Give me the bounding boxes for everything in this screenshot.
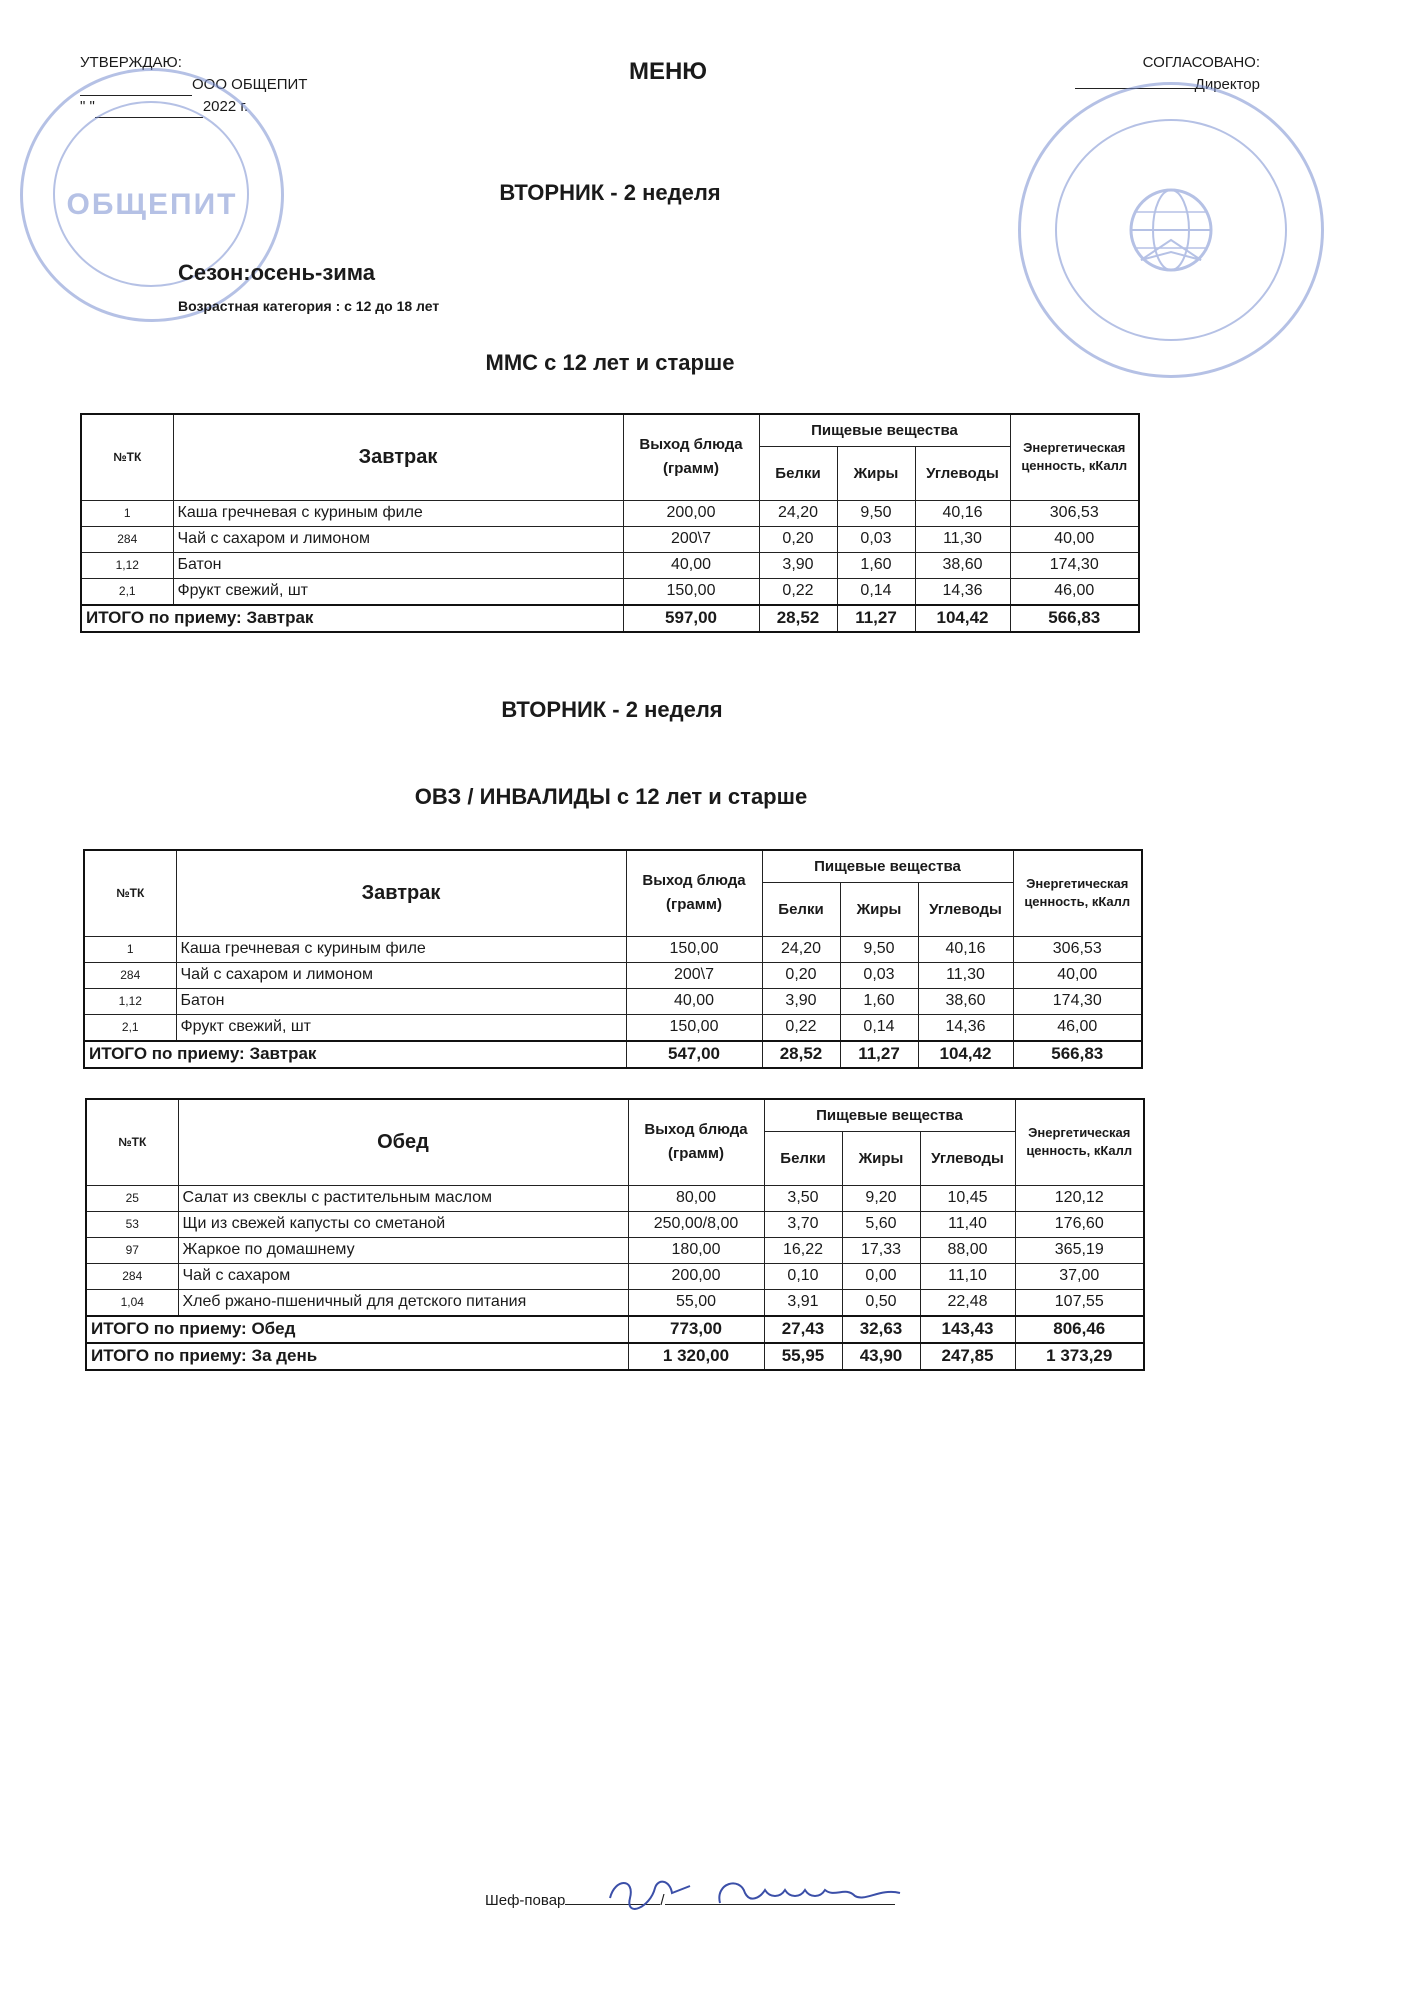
- day-total-carbs: 247,85: [920, 1343, 1015, 1370]
- row-tk: 53: [86, 1211, 178, 1237]
- total-energy: 566,83: [1013, 1041, 1142, 1068]
- row-output: 250,00/8,00: [628, 1211, 764, 1237]
- total-carbs: 104,42: [918, 1041, 1013, 1068]
- row-protein: 0,20: [759, 526, 837, 552]
- row-tk: 1: [84, 936, 176, 962]
- row-output: 150,00: [623, 578, 759, 605]
- table-row: [81, 552, 1139, 578]
- total-carbs: 143,43: [920, 1316, 1015, 1343]
- row-protein: 3,91: [764, 1289, 842, 1316]
- row-dish-name: Батон: [173, 552, 623, 578]
- row-carbs: 11,30: [915, 526, 1010, 552]
- day-total-energy: 1 373,29: [1015, 1343, 1144, 1370]
- row-fat: 17,33: [842, 1237, 920, 1263]
- col-fat-header: Жиры: [842, 1131, 920, 1185]
- school-stamp: [1018, 82, 1324, 378]
- row-carbs: 40,16: [915, 500, 1010, 526]
- row-dish-name: Хлеб ржано-пшеничный для детского питания: [178, 1289, 628, 1316]
- col-output-header: Выход блюда (грамм): [626, 850, 762, 936]
- chef-label: Шеф-повар: [485, 1892, 566, 1909]
- row-fat: 0,50: [842, 1289, 920, 1316]
- meal-header: Завтрак: [176, 850, 626, 936]
- row-fat: 0,14: [840, 1014, 918, 1041]
- total-carbs: 104,42: [915, 605, 1010, 632]
- row-protein: 24,20: [759, 500, 837, 526]
- row-output: 55,00: [628, 1289, 764, 1316]
- row-energy: 46,00: [1013, 1014, 1142, 1041]
- table-row: [86, 1185, 1144, 1211]
- row-energy: 174,30: [1010, 552, 1139, 578]
- row-output: 40,00: [626, 988, 762, 1014]
- row-carbs: 38,60: [915, 552, 1010, 578]
- meal-header: Обед: [178, 1099, 628, 1185]
- row-protein: 24,20: [762, 936, 840, 962]
- row-output: 200,00: [623, 500, 759, 526]
- row-carbs: 11,10: [920, 1263, 1015, 1289]
- row-dish-name: Фрукт свежий, шт: [173, 578, 623, 605]
- row-energy: 107,55: [1015, 1289, 1144, 1316]
- table-row: [81, 526, 1139, 552]
- row-protein: 3,90: [759, 552, 837, 578]
- approval-title: УТВЕРЖДАЮ:: [80, 54, 182, 71]
- row-output: 200\7: [623, 526, 759, 552]
- col-tk-header: №ТК: [81, 414, 173, 500]
- row-carbs: 22,48: [920, 1289, 1015, 1316]
- table-row: [84, 936, 1142, 962]
- row-tk: 1: [81, 500, 173, 526]
- menu-table-ovz-lunch: [85, 1098, 1145, 1371]
- col-protein-header: Белки: [764, 1131, 842, 1185]
- col-output-header: Выход блюда (грамм): [628, 1099, 764, 1185]
- col-protein-header: Белки: [759, 446, 837, 500]
- chef-signature-icon: [600, 1868, 940, 1918]
- row-tk: 284: [86, 1263, 178, 1289]
- row-energy: 40,00: [1010, 526, 1139, 552]
- row-output: 150,00: [626, 936, 762, 962]
- row-carbs: 11,30: [918, 962, 1013, 988]
- day-total-protein: 55,95: [764, 1343, 842, 1370]
- approval-date-prefix: " ": [80, 98, 95, 115]
- row-fat: 9,20: [842, 1185, 920, 1211]
- row-tk: 1,04: [86, 1289, 178, 1316]
- row-output: 80,00: [628, 1185, 764, 1211]
- row-energy: 306,53: [1013, 936, 1142, 962]
- age-category: Возрастная категория : с 12 до 18 лет: [178, 298, 440, 314]
- row-carbs: 10,45: [920, 1185, 1015, 1211]
- row-energy: 365,19: [1015, 1237, 1144, 1263]
- row-protein: 16,22: [764, 1237, 842, 1263]
- row-dish-name: Каша гречневая с куриным филе: [173, 500, 623, 526]
- day-total-fat: 43,90: [842, 1343, 920, 1370]
- row-tk: 2,1: [84, 1014, 176, 1041]
- season: Сезон:осень-зима: [178, 260, 376, 285]
- row-fat: 0,03: [840, 962, 918, 988]
- col-protein-header: Белки: [762, 882, 840, 936]
- row-fat: 0,14: [837, 578, 915, 605]
- section1-title: ММС с 12 лет и старше: [485, 350, 735, 375]
- approval-year: 2022 г.: [202, 98, 249, 115]
- table3-total-row: [86, 1316, 1144, 1343]
- day-title: ВТОРНИК - 2 неделя: [499, 180, 721, 205]
- row-dish-name: Чай с сахаром и лимоном: [173, 526, 623, 552]
- table-row: [84, 1014, 1142, 1041]
- doc-title: МЕНЮ: [628, 58, 708, 85]
- row-tk: 1,12: [81, 552, 173, 578]
- row-carbs: 40,16: [918, 936, 1013, 962]
- col-tk-header: №ТК: [84, 850, 176, 936]
- total-label: ИТОГО по приему: Завтрак: [81, 605, 623, 632]
- col-carbs-header: Углеводы: [920, 1131, 1015, 1185]
- total-energy: 566,83: [1010, 605, 1139, 632]
- col-carbs-header: Углеводы: [915, 446, 1010, 500]
- row-dish-name: Каша гречневая с куриным филе: [176, 936, 626, 962]
- row-fat: 0,03: [837, 526, 915, 552]
- row-output: 40,00: [623, 552, 759, 578]
- row-output: 180,00: [628, 1237, 764, 1263]
- row-protein: 0,22: [759, 578, 837, 605]
- col-fat-header: Жиры: [840, 882, 918, 936]
- menu-table-ovz-breakfast: [83, 849, 1143, 1069]
- total-protein: 27,43: [764, 1316, 842, 1343]
- row-dish-name: Салат из свеклы с растительным маслом: [178, 1185, 628, 1211]
- row-energy: 120,12: [1015, 1185, 1144, 1211]
- row-fat: 1,60: [840, 988, 918, 1014]
- row-dish-name: Щи из свежей капусты со сметаной: [178, 1211, 628, 1237]
- col-carbs-header: Углеводы: [918, 882, 1013, 936]
- row-protein: 3,50: [764, 1185, 842, 1211]
- section2-title: ОВЗ / ИНВАЛИДЫ с 12 лет и старше: [414, 784, 808, 809]
- col-energy-header: Энергетическая ценность, кКалл: [1015, 1099, 1144, 1185]
- row-carbs: 14,36: [918, 1014, 1013, 1041]
- total-fat: 32,63: [842, 1316, 920, 1343]
- total-protein: 28,52: [762, 1041, 840, 1068]
- row-output: 200\7: [626, 962, 762, 988]
- row-output: 200,00: [628, 1263, 764, 1289]
- table1-total-row: [81, 605, 1139, 632]
- row-protein: 3,90: [762, 988, 840, 1014]
- col-nutrients-header: Пищевые вещества: [759, 414, 1010, 446]
- total-energy: 806,46: [1015, 1316, 1144, 1343]
- col-energy-header: Энергетическая ценность, кКалл: [1013, 850, 1142, 936]
- row-fat: 1,60: [837, 552, 915, 578]
- row-tk: 2,1: [81, 578, 173, 605]
- agreed-role: Директор: [1194, 76, 1260, 93]
- total-fat: 11,27: [840, 1041, 918, 1068]
- col-fat-header: Жиры: [837, 446, 915, 500]
- row-tk: 284: [81, 526, 173, 552]
- row-fat: 5,60: [842, 1211, 920, 1237]
- approval-org: ООО ОБЩЕПИТ: [192, 76, 308, 93]
- row-dish-name: Чай с сахаром и лимоном: [176, 962, 626, 988]
- row-carbs: 38,60: [918, 988, 1013, 1014]
- total-fat: 11,27: [837, 605, 915, 632]
- table-row: [81, 500, 1139, 526]
- row-energy: 174,30: [1013, 988, 1142, 1014]
- chef-signature-block: Шеф-повар /: [485, 1892, 895, 1909]
- row-protein: 0,20: [762, 962, 840, 988]
- table3-body: [86, 1185, 1144, 1316]
- row-fat: 9,50: [837, 500, 915, 526]
- row-energy: 306,53: [1010, 500, 1139, 526]
- menu-table-mms-breakfast: [80, 413, 1140, 633]
- row-dish-name: Батон: [176, 988, 626, 1014]
- total-output: 597,00: [623, 605, 759, 632]
- row-tk: 1,12: [84, 988, 176, 1014]
- day-total-output: 1 320,00: [628, 1343, 764, 1370]
- row-output: 150,00: [626, 1014, 762, 1041]
- row-dish-name: Жаркое по домашнему: [178, 1237, 628, 1263]
- col-tk-header: №ТК: [86, 1099, 178, 1185]
- row-energy: 176,60: [1015, 1211, 1144, 1237]
- day-total-row: [86, 1343, 1144, 1370]
- table1-body: [81, 500, 1139, 605]
- row-dish-name: Фрукт свежий, шт: [176, 1014, 626, 1041]
- day-total-label: ИТОГО по приему: За день: [86, 1343, 628, 1370]
- org-stamp-text: ОБЩЕПИТ: [66, 188, 238, 221]
- table-row: [84, 988, 1142, 1014]
- row-protein: 0,10: [764, 1263, 842, 1289]
- row-energy: 37,00: [1015, 1263, 1144, 1289]
- col-energy-header: Энергетическая ценность, кКалл: [1010, 414, 1139, 500]
- table-row: [84, 962, 1142, 988]
- col-nutrients-header: Пищевые вещества: [764, 1099, 1015, 1131]
- total-label: ИТОГО по приему: Завтрак: [84, 1041, 626, 1068]
- total-protein: 28,52: [759, 605, 837, 632]
- row-energy: 40,00: [1013, 962, 1142, 988]
- table-row: [86, 1289, 1144, 1316]
- agreed-title: СОГЛАСОВАНО:: [1142, 54, 1260, 71]
- row-carbs: 88,00: [920, 1237, 1015, 1263]
- col-output-header: Выход блюда (грамм): [623, 414, 759, 500]
- total-label: ИТОГО по приему: Обед: [86, 1316, 628, 1343]
- day-title-2: ВТОРНИК - 2 неделя: [501, 697, 723, 722]
- row-fat: 0,00: [842, 1263, 920, 1289]
- meal-header: Завтрак: [173, 414, 623, 500]
- row-dish-name: Чай с сахаром: [178, 1263, 628, 1289]
- table-row: [86, 1263, 1144, 1289]
- row-tk: 25: [86, 1185, 178, 1211]
- row-fat: 9,50: [840, 936, 918, 962]
- total-output: 773,00: [628, 1316, 764, 1343]
- row-protein: 0,22: [762, 1014, 840, 1041]
- total-output: 547,00: [626, 1041, 762, 1068]
- table-row: [86, 1211, 1144, 1237]
- table2-total-row: [84, 1041, 1142, 1068]
- row-carbs: 11,40: [920, 1211, 1015, 1237]
- col-nutrients-header: Пищевые вещества: [762, 850, 1013, 882]
- row-protein: 3,70: [764, 1211, 842, 1237]
- row-energy: 46,00: [1010, 578, 1139, 605]
- table2-body: [84, 936, 1142, 1041]
- row-tk: 284: [84, 962, 176, 988]
- table-row: [86, 1237, 1144, 1263]
- row-carbs: 14,36: [915, 578, 1010, 605]
- row-tk: 97: [86, 1237, 178, 1263]
- table-row: [81, 578, 1139, 605]
